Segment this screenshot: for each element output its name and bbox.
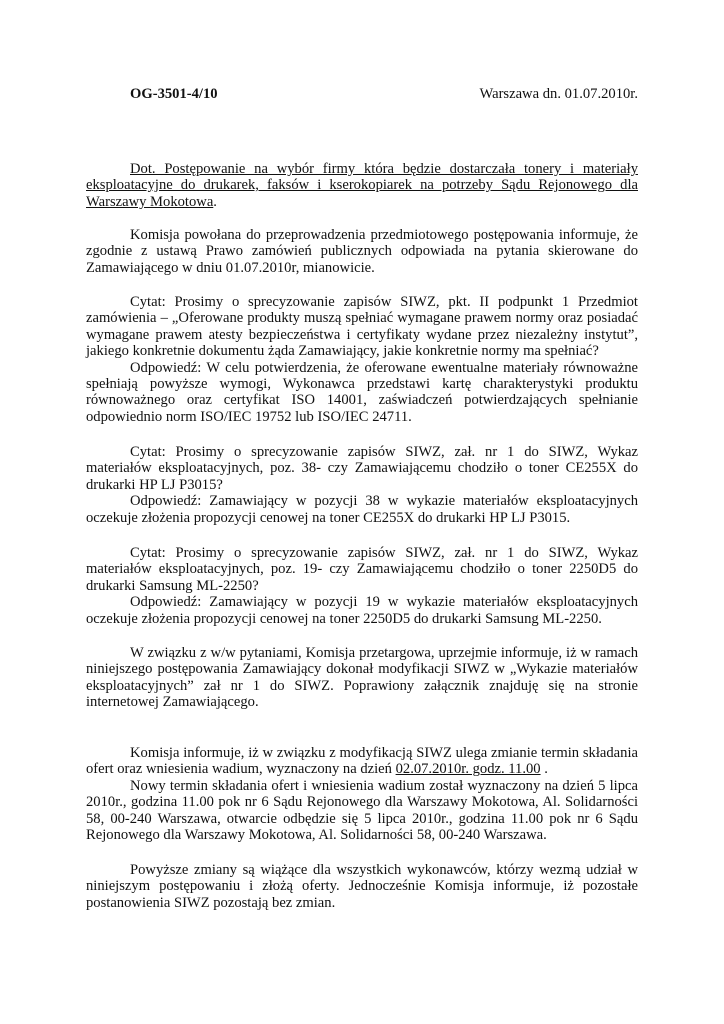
qa-answer-2: Odpowiedź: Zamawiający w pozycji 38 w wykazie materiałów eksploatacyjnych oczekuje złożenia propozycji cenowej na toner CE255X do drukarki HP LJ P3015.: [86, 493, 638, 526]
deadline-date: 02.07.2010r. godz. 11.00: [395, 761, 541, 778]
closing-text: Powyższe zmiany są wiążące dla wszystkich wykonawców, którzy wezmą udział w niniejszym postępowaniu i złożą oferty. Jednocześnie Komisja informuje, iż pozostałe postanowienia SIWZ pozostają bez zmian.: [86, 862, 638, 911]
qa-question-2: Cytat: Prosimy o sprecyzowanie zapisów SIWZ, zał. nr 1 do SIWZ, Wykaz materiałów eksploatacyjnych, poz. 38- czy Zamawiającemu chodziło o toner CE255X do drukarki HP LJ P3015?: [86, 444, 638, 493]
closing-paragraph: [86, 862, 638, 911]
qa-item-2: [86, 444, 638, 526]
deadline-text-after: .: [540, 761, 548, 778]
modification-text: W związku z w/w pytaniami, Komisja przetargowa, uprzejmie informuje, iż w ramach niniejszego postępowania Zamawiający dokonał modyfikacji SIWZ w „Wykazie materiałów eksploatacyjnych” zał nr 1 do SIWZ. Poprawiony załącznik znajduję się na stronie internetowej Zamawiającego.: [86, 645, 638, 711]
place-and-date: Warszawa dn. 01.07.2010r.: [479, 86, 638, 102]
intro-text: Komisja powołana do przeprowadzenia przedmiotowego postępowania informuje, że zgodnie z ustawą Prawo zamówień publicznych odpowiada na pytania skierowane do Zamawiającego w dniu 01.07.2010r, mianowicie.: [86, 227, 638, 276]
subject-paragraph: [86, 161, 638, 210]
qa-question-1: Cytat: Prosimy o sprecyzowanie zapisów SIWZ, pkt. II podpunkt 1 Przedmiot zamówienia – „Oferowane produkty muszą spełniać wymagane prawem normy oraz posiadać wymagane prawem atesty bezpieczeństwa i certyfikaty wydane przez niezależny instytut”, jakiego konkretnie dokumentu żąda Zamawiający, jakie konkretnie normy ma spełniać?: [86, 294, 638, 360]
qa-item-3: [86, 545, 638, 627]
intro-paragraph: [86, 227, 638, 276]
qa-item-1: [86, 294, 638, 425]
document-header: [130, 86, 638, 102]
reference-number: OG-3501-4/10: [130, 86, 218, 102]
subject-text: Dot. Postępowanie na wybór firmy która będzie dostarczała tonery i materiały eksploatacyjne do drukarek, faksów i kserokopiarek na potrzeby Sądu Rejonowego dla Warszawy Mokotowa: [86, 161, 638, 210]
qa-answer-3: Odpowiedź: Zamawiający w pozycji 19 w wykazie materiałów eksploatacyjnych oczekuje złożenia propozycji cenowej na toner 2250D5 do drukarki Samsung ML-2250.: [86, 594, 638, 627]
new-deadline-text: Nowy termin składania ofert i wniesienia wadium został wyznaczony na dzień 5 lipca 2010r., godzina 11.00 pok nr 6 Sądu Rejonowego dla Warszawy Mokotowa, Al. Solidarności 58, 00-240 Warszawa, otwarcie odbędzie się 5 lipca 2010r., godzina 11.00 pok nr 6 Sądu Rejonowego dla Warszawy Mokotowa, Al. Solidarności 58, 00-240 Warszawa.: [86, 777, 638, 844]
modification-paragraph: [86, 645, 638, 711]
document-page: [86, 0, 638, 1024]
deadline-paragraph: [86, 745, 638, 843]
deadline-text-before: Komisja informuje, iż w związku z modyfikacją SIWZ ulega zmianie termin składania ofert oraz wniesienia wadium, wyznaczony na dzień: [86, 745, 638, 778]
subject-end: .: [213, 193, 217, 210]
qa-question-3: Cytat: Prosimy o sprecyzowanie zapisów SIWZ, zał. nr 1 do SIWZ, Wykaz materiałów eksploatacyjnych, poz. 19- czy Zamawiającemu chodziło o toner 2250D5 do drukarki Samsung ML-2250?: [86, 545, 638, 594]
qa-answer-1: Odpowiedź: W celu potwierdzenia, że oferowane ewentualne materiały równoważne spełniają powyższe wymogi, Wykonawca przedstawi kartę charakterystyki produktu równoważnego oraz certyfikat ISO 14001, zaświadczeń potwierdzających spełnianie odpowiednio norm ISO/IEC 19752 lub ISO/IEC 24711.: [86, 359, 638, 425]
